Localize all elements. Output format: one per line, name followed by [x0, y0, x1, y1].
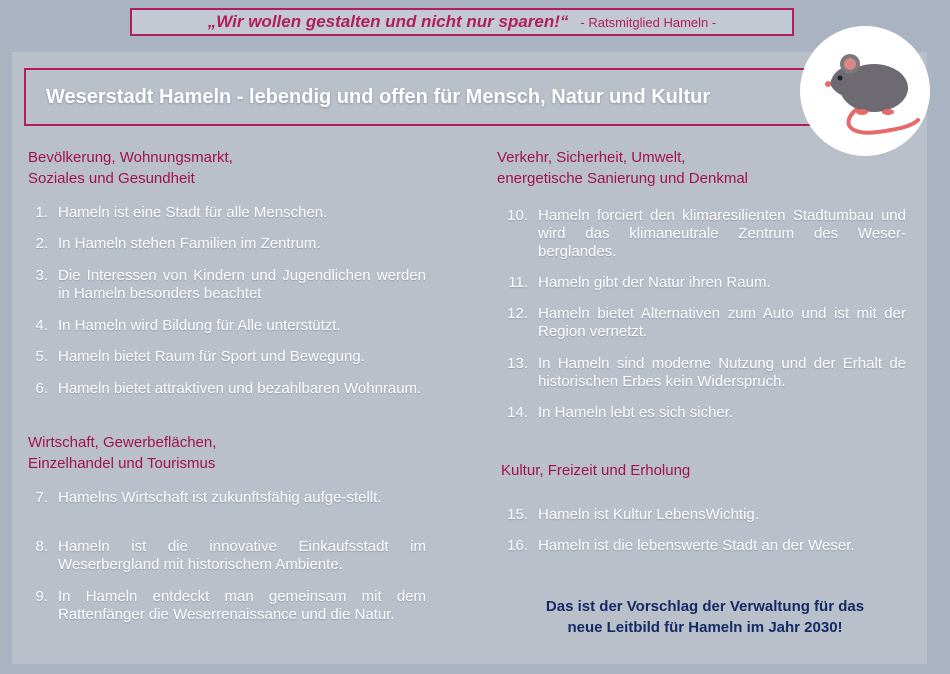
item-number: 12.	[507, 305, 528, 322]
quote-text: „Wir wollen gestalten und nicht nur sparen!“	[207, 12, 569, 31]
item-number: 4.	[35, 317, 48, 334]
section-heading-line: Kultur, Freizeit und Erholung	[501, 462, 691, 479]
section-heading-line: Einzelhandel und Tourismus	[28, 455, 216, 472]
item-text: In Hameln sind moderne Nutzung und der Erhalt de historischen Erbes kein Widerspruch.	[538, 355, 906, 390]
item-text: Hameln ist Kultur LebensWichtig.	[538, 506, 759, 523]
item-number: 8.	[35, 538, 48, 555]
item-number: 5.	[35, 348, 48, 365]
section-heading-line: Soziales und Gesundheit	[28, 170, 195, 187]
section-heading-line: Verkehr, Sicherheit, Umwelt,	[497, 149, 686, 166]
item-number: 2.	[35, 235, 48, 252]
item-text: Hameln ist die lebenswerte Stadt an der Weser.	[538, 537, 855, 554]
section-heading-line: Wirtschaft, Gewerbeflächen,	[28, 434, 217, 451]
item-number: 11.	[508, 274, 528, 291]
section-heading-line: Bevölkerung, Wohnungsmarkt,	[28, 149, 233, 166]
section-heading-wirtschaft	[28, 432, 216, 474]
section-heading-verkehr	[497, 147, 748, 189]
item-text: Hameln gibt der Natur ihren Raum.	[538, 274, 771, 291]
proposal-line: Das ist der Vorschlag der Verwaltung für das	[545, 598, 865, 615]
page-title: Weserstadt Hameln - lebendig und offen für Mensch, Natur und Kultur	[46, 85, 711, 108]
item-number: 1.	[35, 204, 48, 221]
quote-author: - Ratsmitglied Hameln -	[580, 14, 717, 30]
item-number: 3.	[35, 267, 48, 284]
rat-logo	[800, 26, 930, 156]
item-text: Hameln forciert den klimaresilienten Stadtumbau und wird das klimaneutrale Zentrum des Weser-berglandes.	[538, 207, 906, 260]
title-banner	[24, 68, 814, 126]
item-text: Hamelns Wirtschaft ist zukunftsfähig aufge-stellt.	[58, 489, 382, 506]
section-heading-kultur	[501, 460, 690, 481]
rat-icon	[800, 26, 930, 156]
item-text: Die Interessen von Kindern und Jugendlichen werden in Hameln besonders beachtet	[58, 267, 426, 302]
item-number: 9.	[35, 588, 48, 605]
quote-banner	[130, 8, 794, 36]
item-text: In Hameln wird Bildung für Alle unterstützt.	[58, 317, 341, 334]
item-text: Hameln bietet Raum für Sport und Bewegung.	[58, 348, 365, 365]
item-number: 7.	[35, 489, 48, 506]
item-text: Hameln ist eine Stadt für alle Menschen.	[58, 204, 328, 221]
item-text: Hameln bietet attraktiven und bezahlbaren Wohnraum.	[58, 380, 422, 397]
item-text: In Hameln lebt es sich sicher.	[538, 404, 734, 421]
item-number: 16.	[507, 537, 528, 554]
item-text: In Hameln entdeckt man gemeinsam mit dem Rattenfänger die Weserrenaissance und die Natur.	[58, 588, 426, 623]
item-number: 6.	[35, 380, 48, 397]
proposal-line: neue Leitbild für Hameln im Jahr 2030!	[567, 619, 843, 636]
proposal-note	[500, 596, 910, 638]
item-number: 14.	[507, 404, 528, 421]
item-text: In Hameln stehen Familien im Zentrum.	[58, 235, 321, 252]
item-number: 13.	[507, 355, 528, 372]
item-text: Hameln bietet Alternativen zum Auto und ist mit der Region vernetzt.	[538, 305, 906, 340]
item-number: 10.	[507, 207, 528, 224]
section-heading-bevoelkerung	[28, 147, 233, 189]
item-text: Hameln ist die innovative Einkaufsstadt im Weserbergland mit historischem Ambiente.	[58, 538, 426, 573]
section-heading-line: energetische Sanierung und Denkmal	[497, 170, 748, 187]
item-number: 15.	[507, 506, 528, 523]
